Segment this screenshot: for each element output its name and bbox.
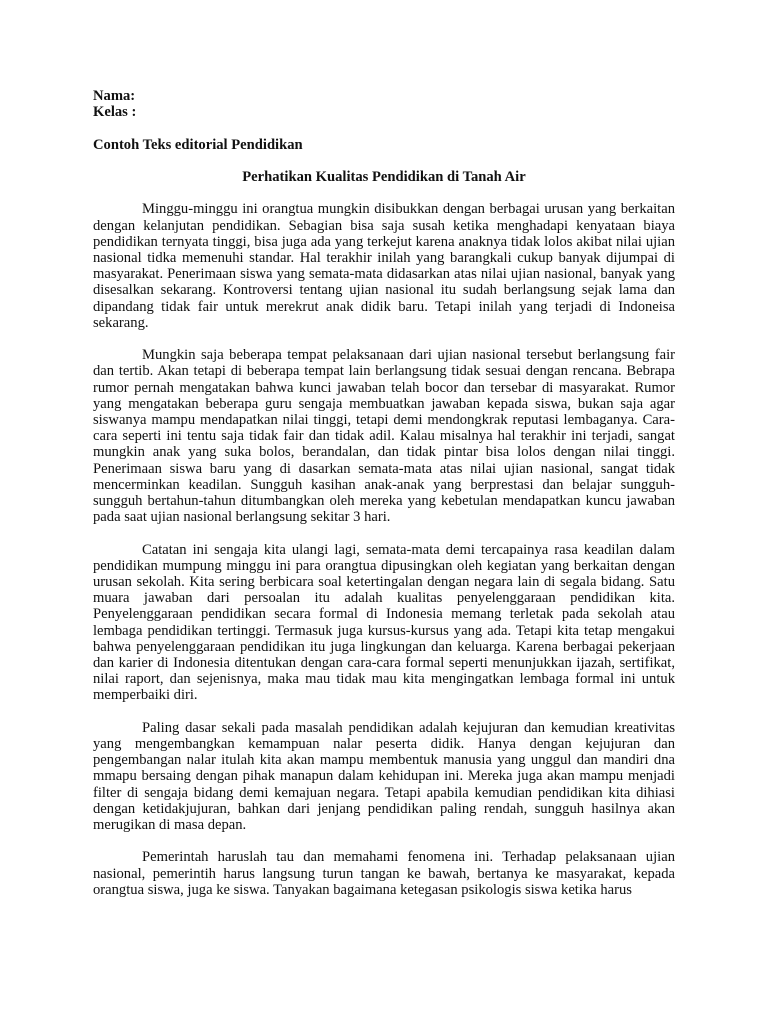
paragraph-1: Minggu-minggu ini orangtua mungkin disibukkan dengan berbagai urusan yang berkaitan dengan kelanjutan pendidikan. Sebagian bisa saja susah ketika menghadapi kenyataan biaya pendidikan ternyata tinggi, bisa juga ada yang terkejut karena anaknya tidak lolos akibat nilai ujian nasional tidka memenuhi standar. Hal terakhir inilah yang barangkali cukup banyak dijumpai di masyarakat. Penerimaan siswa yang semata-mata didasarkan atas nilai ujian nasional, banyak yang disesalkan sekarang. Kontroversi tentang ujian nasional itu sudah berlangsung sejak lama dan dipandang tidak fair untuk merekrut anak didik baru. Tetapi inilah yang terjadi di Indoneisa sekarang.	[93, 201, 675, 331]
document-label: Contoh Teks editorial Pendidikan	[93, 136, 303, 153]
document-page	[93, 88, 675, 898]
paragraph-4: Paling dasar sekali pada masalah pendidikan adalah kejujuran dan kemudian kreativitas yang mengembangkan kemampuan nalar peserta didik. Hanya dengan kejujuran dan pengembangan nalar itulah kita akan mampu membentuk manusia yang unggul dan mandiri dna mmapu bersaing dengan pihak manapun dalam kehidupan ini. Mereka juga akan mampu menjadi filter di sengaja bidang demi kemajuan negara. Tetapi apabila kemudian pendidikan kita dihiasi dengan ketidakjujuran, bahkan dari jenjang pendidikan paling rendah, sungguh hasilnya akan merugikan di masa depan.	[93, 719, 675, 834]
paragraph-5: Pemerintah haruslah tau dan memahami fenomena ini. Terhadap pelaksanaan ujian nasional, pemerintih harus langsung turun tangan ke bawah, bertanya ke masyarakat, kepada orangtua siswa, juga ke siswa. Tanyakan bagaimana ketegasan psikologis siswa ketika harus	[93, 849, 675, 898]
document-title: Perhatikan Kualitas Pendidikan di Tanah Air	[242, 168, 526, 185]
paragraph-2: Mungkin saja beberapa tempat pelaksanaan dari ujian nasional tersebut berlangsung fair dan tertib. Akan tetapi di beberapa tempat lain berlangsung tidak sesuai dengan rencana. Bebrapa rumor pernah mengatakan bahwa kunci jawaban telah bocor dan tersebar di masyarakat. Rumor yang mengatakan beberapa guru sengaja membuatkan jawaban kepada siswa, bukan saja agar siswanya mampu mendapatkan nilai tinggi, tetapi demi mendongkrak reputasi lembaganya. Cara-cara seperti ini tentu saja tidak fair dan tidak adil. Kalau misalnya hal terakhir ini terjadi, sangat mungkin anak yang suka bolos, berandalan, dan tidak pintar bisa lolos dengan nilai tinggi. Penerimaan siswa baru yang di dasarkan semata-mata atas nilai ujian nasional, sangat tidak mencerminkan keadilan. Sungguh kasihan anak-anak yang berprestasi dan belajar sungguh-sungguh bertahun-tahun ditumbangkan oleh mereka yang kebetulan mendapatkan kuncu jawaban pada saat ujian nasional berlangsung sekitar 3 hari.	[93, 347, 675, 526]
paragraph-3: Catatan ini sengaja kita ulangi lagi, semata-mata demi tercapainya rasa keadilan dalam pendidikan mumpung minggu ini para orangtua dipusingkan oleh kegiatan yang berkaitan dengan urusan sekolah. Kita sering berbicara soal ketertingalan dengan negara lain di segala bidang. Satu muara jawaban dari persoalan itu adalah kualitas penyelenggaraan pendidikan kita. Penyelenggaraan pendidikan secara formal di Indonesia memang terletak pada sekolah atau lembaga pendidikan tertinggi. Termasuk juga kursus-kursus yang ada. Tetapi kita tetap mengakui bahwa penyelenggaraan pendidikan itu juga lingkungan dan keluarga. Karena berbagai pekerjaan dan karier di Indonesia ditentukan dengan cara-cara formal seperti menunjukkan ijazah, sertifikat, nilai raport, dan sejenisnya, maka mau tidak mau kita mengingatkan lembaga formal ini untuk memperbaiki diri.	[93, 541, 675, 704]
kelas-label: Kelas :	[93, 104, 137, 121]
nama-label: Nama:	[93, 88, 136, 104]
